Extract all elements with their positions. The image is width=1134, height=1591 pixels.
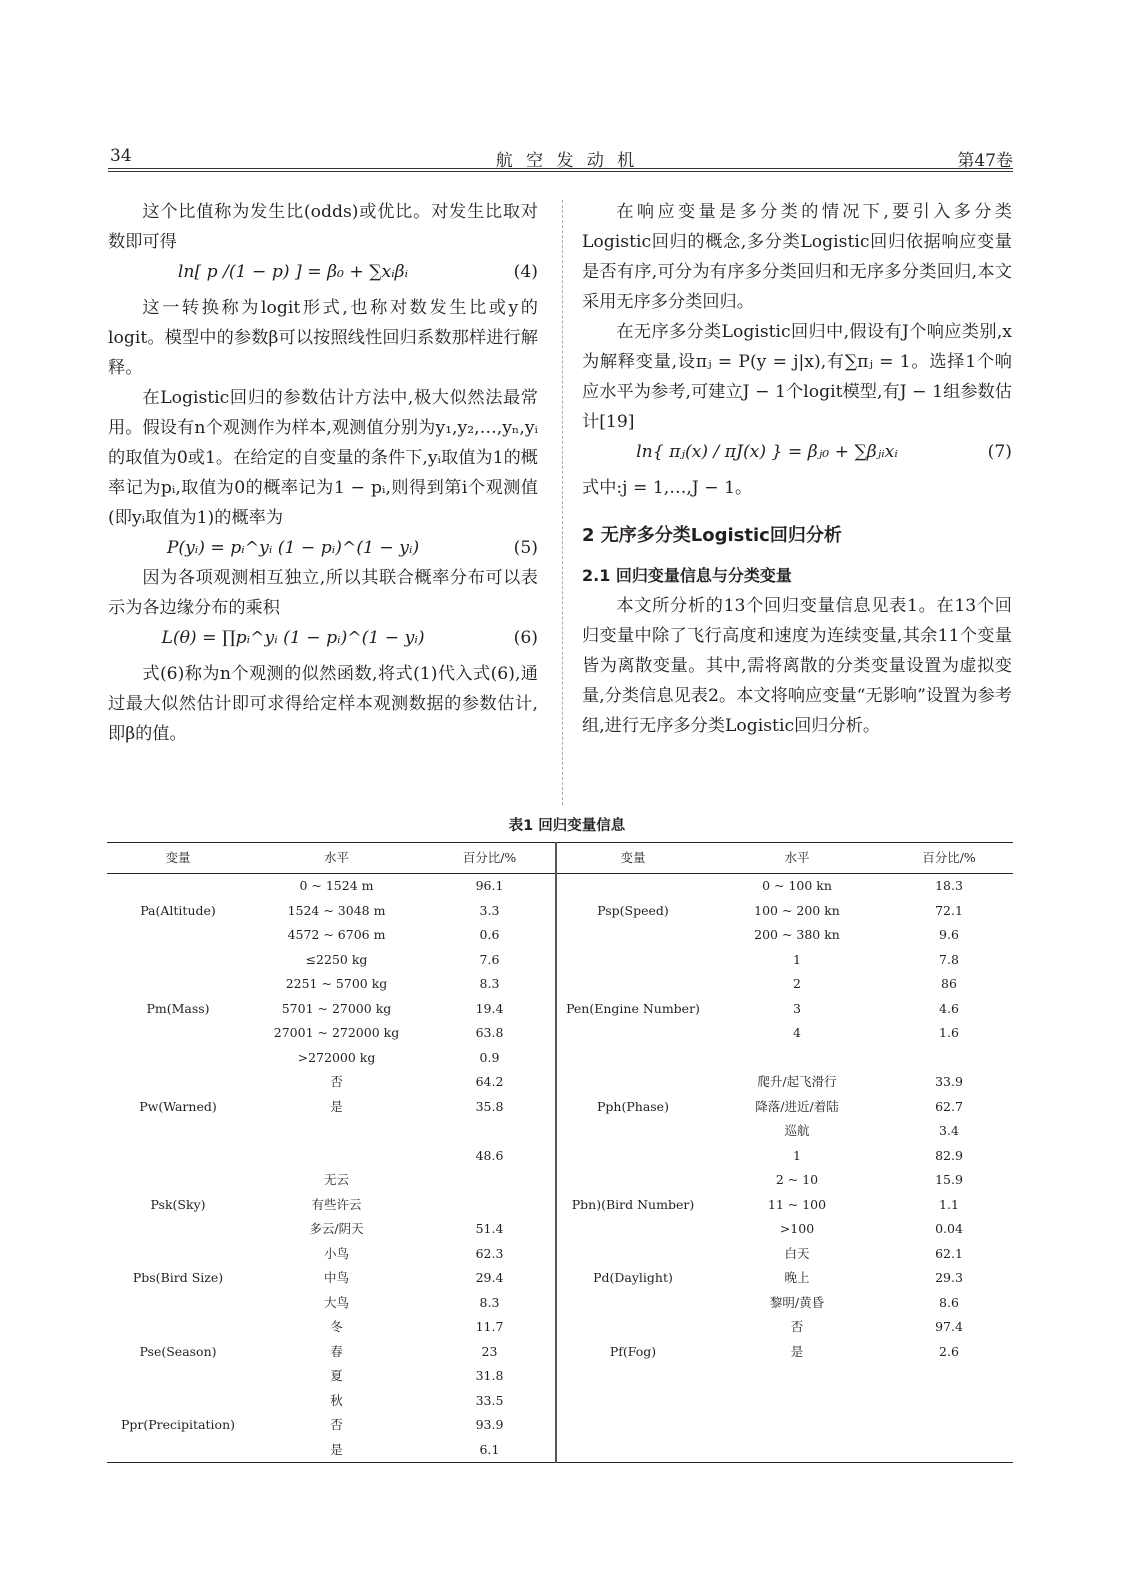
table-cell (709, 1413, 885, 1438)
column-divider (562, 200, 563, 805)
table-cell: 4.6 (939, 1000, 959, 1016)
table-cell (556, 948, 709, 973)
table-cell: 3.3 (424, 899, 556, 924)
table-cell: 1.1 (939, 1196, 959, 1212)
table-cell: 0 ~ 100 kn (762, 878, 832, 893)
table-cell: 是 (330, 1098, 343, 1114)
table-cell: 黎明/黄昏 (769, 1294, 825, 1310)
paragraph: 这个比值称为发生比(odds)或优比。对发生比取对数即可得 (108, 202, 538, 252)
table-cell (709, 1046, 885, 1071)
table-cell (709, 1438, 885, 1463)
table-cell: 8.6 (939, 1294, 959, 1310)
table-cell (556, 1242, 709, 1267)
table-cell: Psk(Sky) (150, 1196, 206, 1212)
table-cell: 是 (790, 1343, 804, 1359)
table-cell: 夏 (330, 1368, 343, 1383)
table-cell: 8.3 (424, 972, 556, 997)
table-cell (556, 874, 709, 899)
table-row (107, 1413, 1013, 1438)
table-cell (556, 1315, 709, 1340)
table-cell: 97.4 (935, 1319, 963, 1334)
paragraph: 在Logistic回归的参数估计方法中,极大似然法最常用。假设有n个观测作为样本,观测值分别为y₁,y₂,…,yₙ,yᵢ的取值为0或1。在给定的自变量的条件下,yᵢ取值为1的概率记为pᵢ,取值为0的概率记为1 − pᵢ,则得到第i个观测值(即yᵢ取值为1)的概率为 (108, 388, 538, 528)
table-cell: >272000 kg (297, 1049, 376, 1065)
table-cell: 0.9 (424, 1046, 556, 1071)
paragraph: 式(6)称为n个观测的似然函数,将式(1)代入式(6),通过最大似然估计即可求得给定样本观测数据的参数估计,即β的值。 (108, 664, 538, 744)
equation-number: (6) (513, 628, 538, 648)
table-cell (107, 874, 249, 899)
table-cell: 63.8 (424, 1021, 556, 1046)
table-cell (107, 1364, 249, 1389)
paragraph: 这一转换称为logit形式,也称对数发生比或y的logit。模型中的参数β可以按照线性回归系数那样进行解释。 (108, 298, 538, 378)
equation-text: ln{ πⱼ(x) / πJ(x) } = βⱼ₀ + ∑βⱼᵢxᵢ (636, 442, 898, 462)
table-cell: 33.9 (935, 1074, 963, 1089)
table-cell: 19.4 (424, 997, 556, 1022)
table-cell (885, 1364, 1013, 1389)
equation-number: (4) (513, 262, 538, 282)
table-cell: 33.5 (424, 1389, 556, 1414)
table-row (107, 1364, 1013, 1389)
equation-4 (108, 257, 538, 287)
table-cell (556, 1144, 709, 1169)
table-cell: 93.9 (424, 1413, 556, 1438)
table-cell: Pw(Warned) (139, 1098, 217, 1114)
table-cell (107, 1046, 249, 1071)
table-cell (885, 1389, 1013, 1414)
table-row (107, 874, 1013, 899)
table-cell: 23 (424, 1340, 556, 1365)
table-row (107, 948, 1013, 973)
table-row (107, 1193, 1013, 1218)
equation-5 (108, 533, 538, 563)
table-cell (249, 1119, 424, 1144)
table-cell: 86 (941, 976, 957, 991)
table-cell: 3.4 (939, 1123, 959, 1138)
table-cell: 62.1 (935, 1245, 963, 1261)
table-cell (107, 948, 249, 973)
column-header: 水平 (323, 849, 349, 865)
table-cell (556, 1438, 709, 1463)
table-cell: 11.7 (424, 1315, 556, 1340)
table-cell: >100 (779, 1221, 815, 1236)
table-cell (556, 1291, 709, 1316)
table-cell: 200 ~ 380 kn (754, 927, 840, 942)
table-cell (885, 1413, 1013, 1438)
table-cell: Pse(Season) (139, 1343, 217, 1359)
table-row (107, 997, 1013, 1022)
paragraph: 在响应变量是多分类的情况下,要引入多分类Logistic回归的概念,多分类Logistic回归依据响应变量是否有序,可分为有序多分类回归和无序多分类回归,本文采用无序多分类回归。 (582, 202, 1012, 312)
table-cell (107, 923, 249, 948)
table-cell (107, 1389, 249, 1414)
header-rule-thin (108, 171, 1013, 172)
table-row (107, 1266, 1013, 1291)
table-cell (556, 1364, 709, 1389)
volume-label: 第47卷 (957, 151, 1013, 171)
table-row (107, 1046, 1013, 1071)
right-column (582, 197, 1012, 741)
table-cell: 春 (330, 1343, 343, 1359)
table-cell: Psp(Speed) (597, 902, 669, 918)
table-cell (556, 1413, 709, 1438)
equation-text: L(θ) = ∏pᵢ^yᵢ (1 − pᵢ)^(1 − yᵢ) (161, 628, 425, 648)
table-cell (107, 1119, 249, 1144)
table-row (107, 1438, 1013, 1463)
table-cell: 小鸟 (323, 1245, 349, 1261)
table-cell (107, 1021, 249, 1046)
table-cell: 2251 ~ 5700 kg (285, 976, 388, 991)
table-row (107, 1340, 1013, 1365)
table-cell: 1 (793, 1147, 801, 1163)
table-row (107, 1168, 1013, 1193)
table-cell (107, 1217, 249, 1242)
table-row (107, 1070, 1013, 1095)
table-row (107, 1315, 1013, 1340)
table-cell (709, 1364, 885, 1389)
paragraph: 式中:j = 1,…,J − 1。 (582, 478, 753, 498)
table-cell (424, 1168, 556, 1193)
table-cell (424, 1193, 556, 1218)
table-row (107, 972, 1013, 997)
table-cell: 1 (793, 951, 801, 967)
table-cell (107, 1315, 249, 1340)
subsection-heading: 2.1 回归变量信息与分类变量 (582, 566, 792, 585)
table-cell: 62.7 (935, 1098, 963, 1114)
table-cell: 白天 (784, 1245, 810, 1261)
table-cell: 1.6 (939, 1025, 959, 1040)
table-cell: 大鸟 (323, 1294, 349, 1310)
table-cell: 11 ~ 100 (767, 1196, 827, 1212)
table-cell (249, 1144, 424, 1169)
left-column (108, 197, 538, 749)
table-cell: 巡航 (784, 1123, 810, 1138)
table-cell: 秋 (330, 1392, 343, 1408)
table-row (107, 1095, 1013, 1120)
table-row (107, 899, 1013, 924)
table-row (107, 1389, 1013, 1414)
table-cell: 无云 (323, 1172, 349, 1187)
table-cell: 是 (249, 1438, 424, 1463)
table-cell (556, 923, 709, 948)
table-caption: 表1 回归变量信息 (508, 818, 626, 834)
table-cell (556, 1070, 709, 1095)
table-row (107, 1144, 1013, 1169)
table-cell: 有些许云 (311, 1196, 362, 1212)
paragraph: 因为各项观测相互独立,所以其联合概率分布可以表示为各边缘分布的乘积 (108, 568, 538, 618)
table-cell (709, 1389, 885, 1414)
table-cell: 35.8 (424, 1095, 556, 1120)
equation-number: (7) (987, 442, 1012, 462)
table-cell: 1524 ~ 3048 m (287, 902, 386, 918)
column-header: 百分比/% (922, 849, 976, 865)
column-header: 变量 (165, 849, 191, 865)
table-cell: 96.1 (424, 874, 556, 899)
table-cell: 8.3 (424, 1291, 556, 1316)
table-body (107, 874, 1013, 1463)
table-cell (107, 972, 249, 997)
table-cell: 27001 ~ 272000 kg (273, 1025, 400, 1040)
header-rule (108, 168, 1013, 169)
table-row (107, 1217, 1013, 1242)
table-header-row (107, 843, 1013, 874)
table-cell (556, 1217, 709, 1242)
table-cell (556, 1168, 709, 1193)
table-cell: 51.4 (424, 1217, 556, 1242)
table-cell (556, 972, 709, 997)
table-cell: 31.8 (424, 1364, 556, 1389)
equation-6 (108, 623, 538, 653)
table-cell (885, 1046, 1013, 1071)
paragraph: 在无序多分类Logistic回归中,假设有J个响应类别,x为解释变量,设πⱼ = P(y = j|x),有∑πⱼ = 1。选择1个响应水平为参考,可建立J − 1个logit模型,有J − 1组参数估计[19] (582, 322, 1012, 432)
table-cell: 降落/进近/着陆 (755, 1098, 839, 1114)
table-cell: 29.4 (424, 1266, 556, 1291)
table-cell: 15.9 (935, 1172, 963, 1187)
table-cell: 0 ~ 1524 m (299, 878, 374, 893)
column-header: 变量 (620, 849, 646, 865)
table-cell: 48.6 (424, 1144, 556, 1169)
equation-text: P(yᵢ) = pᵢ^yᵢ (1 − pᵢ)^(1 − yᵢ) (166, 538, 420, 558)
table-row (107, 923, 1013, 948)
table-cell: 7.6 (424, 948, 556, 973)
table-cell: 否 (330, 1417, 343, 1432)
table-row (107, 1021, 1013, 1046)
table-cell: Ppr(Precipitation) (121, 1417, 235, 1432)
table-cell (107, 1070, 249, 1095)
section-heading: 2 无序多分类Logistic回归分析 (582, 525, 842, 546)
table-cell: 5701 ~ 27000 kg (281, 1000, 392, 1016)
table-cell: 中鸟 (323, 1270, 349, 1285)
table-cell: 64.2 (424, 1070, 556, 1095)
table-cell: Pbn)(Bird Number) (571, 1196, 695, 1212)
table-cell: 2.6 (939, 1343, 959, 1359)
equation-number: (5) (513, 538, 538, 558)
table-cell (424, 1119, 556, 1144)
equation-7 (582, 437, 1012, 467)
table-cell (107, 1242, 249, 1267)
regression-variable-table (107, 842, 1013, 1463)
table-cell (556, 1046, 709, 1071)
table-cell: 29.3 (935, 1270, 963, 1285)
table-cell: 6.1 (424, 1438, 556, 1463)
column-header: 水平 (784, 849, 810, 865)
equation-text: ln[ p /(1 − p) ] = β₀ + ∑xᵢβᵢ (177, 262, 409, 282)
table-cell (556, 1389, 709, 1414)
table-cell: 82.9 (935, 1147, 963, 1163)
table-cell: 72.1 (935, 902, 963, 918)
table-cell: ≤2250 kg (305, 951, 368, 967)
table-cell (107, 1291, 249, 1316)
table-cell (107, 1144, 249, 1169)
table-cell: 100 ~ 200 kn (754, 902, 840, 918)
table-cell: 否 (790, 1319, 804, 1334)
page-number: 34 (110, 146, 132, 166)
table-cell: 2 (793, 976, 801, 991)
column-header: 百分比/% (424, 843, 556, 874)
table-cell (556, 1021, 709, 1046)
table-cell: 否 (330, 1074, 343, 1089)
table-cell: 0.04 (935, 1221, 963, 1236)
table-cell: 62.3 (424, 1242, 556, 1267)
table-cell: 晚上 (784, 1270, 810, 1285)
journal-title: 航 空 发 动 机 (495, 151, 639, 171)
table-cell: Pf(Fog) (609, 1343, 657, 1359)
table-row (107, 1119, 1013, 1144)
table-cell: Pm(Mass) (146, 1000, 210, 1016)
table-cell: 爬升/起飞滑行 (757, 1074, 837, 1089)
table-cell: 多云/阴天 (309, 1221, 364, 1236)
table-cell (556, 1119, 709, 1144)
table-cell: 9.6 (939, 927, 959, 942)
table-cell: 0.6 (424, 923, 556, 948)
table-cell (885, 1438, 1013, 1463)
table-row (107, 1291, 1013, 1316)
table-cell: 4 (793, 1025, 801, 1040)
table-cell (107, 1168, 249, 1193)
table-cell: 3 (793, 1000, 801, 1016)
table-cell: Pa(Altitude) (140, 902, 216, 918)
table-cell: 2 ~ 10 (775, 1172, 819, 1187)
table-cell: Pen(Engine Number) (566, 1000, 700, 1016)
table-cell: Pph(Phase) (597, 1098, 669, 1114)
table-cell: 18.3 (935, 878, 963, 893)
paragraph: 本文所分析的13个回归变量信息见表1。在13个回归变量中除了飞行高度和速度为连续变量,其余11个变量皆为离散变量。其中,需将离散的分类变量设置为虚拟变量,分类信息见表2。本文将响应变量“无影响”设置为参考组,进行无序多分类Logistic回归分析。 (582, 596, 1012, 736)
table-cell (107, 1438, 249, 1463)
table-cell: Pd(Daylight) (593, 1270, 673, 1285)
table-cell: 7.8 (939, 951, 959, 967)
table-row (107, 1242, 1013, 1267)
table-cell: 4572 ~ 6706 m (287, 927, 386, 942)
table-cell: 冬 (330, 1319, 343, 1334)
table-cell: Pbs(Bird Size) (132, 1270, 224, 1285)
